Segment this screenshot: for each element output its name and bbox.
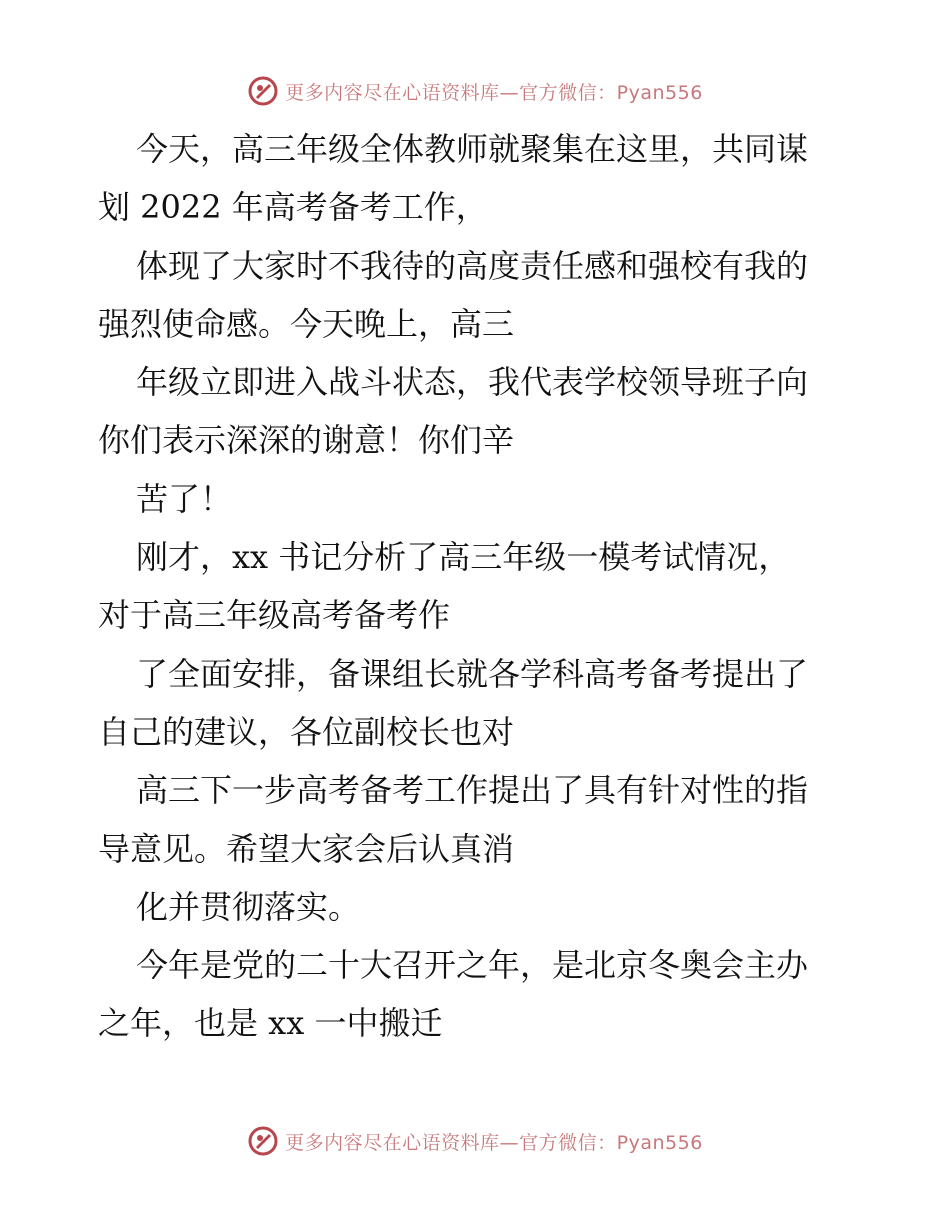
logo-icon: [247, 75, 279, 107]
header-watermark: [0, 71, 950, 111]
text-line: 你们表示深深的谢意！你们辛: [98, 421, 515, 460]
text-line: 今年是党的二十大召开之年，是北京冬奥会主办: [136, 946, 809, 985]
text-line: 年级立即进入战斗状态，我代表学校领导班子向: [136, 363, 809, 402]
watermark-text: 更多内容尽在心语资料库—官方微信：Pyan556: [285, 1131, 703, 1154]
footer-watermark: [0, 1121, 950, 1161]
text-line: 强烈使命感。今天晚上，高三: [98, 304, 515, 343]
text-line: 刚才，xx 书记分析了高三年级一模考试情况，: [136, 538, 791, 577]
document-body: [98, 120, 858, 1053]
text-line: 之年，也是 xx 一中搬迁: [98, 1004, 443, 1043]
text-line: 导意见。希望大家会后认真消: [98, 829, 515, 868]
text-line: 了全面安排，备课组长就各学科高考备考提出了: [136, 654, 809, 693]
text-line: 高三下一步高考备考工作提出了具有针对性的指: [136, 771, 809, 810]
text-line: 自己的建议，各位副校长也对: [98, 712, 515, 751]
text-line: 今天，高三年级全体教师就聚集在这里，共同谋: [136, 130, 809, 168]
text-line: 苦了！: [136, 479, 233, 518]
text-line: 化并贯彻落实。: [136, 887, 361, 926]
logo-icon: [247, 1125, 279, 1157]
text-line: 体现了大家时不我待的高度责任感和强校有我的: [136, 246, 809, 285]
text-line: 对于高三年级高考备考作: [98, 596, 451, 635]
text-line: 划 2022 年高考备考工作，: [98, 188, 488, 227]
watermark-text: 更多内容尽在心语资料库—官方微信：Pyan556: [285, 81, 703, 104]
